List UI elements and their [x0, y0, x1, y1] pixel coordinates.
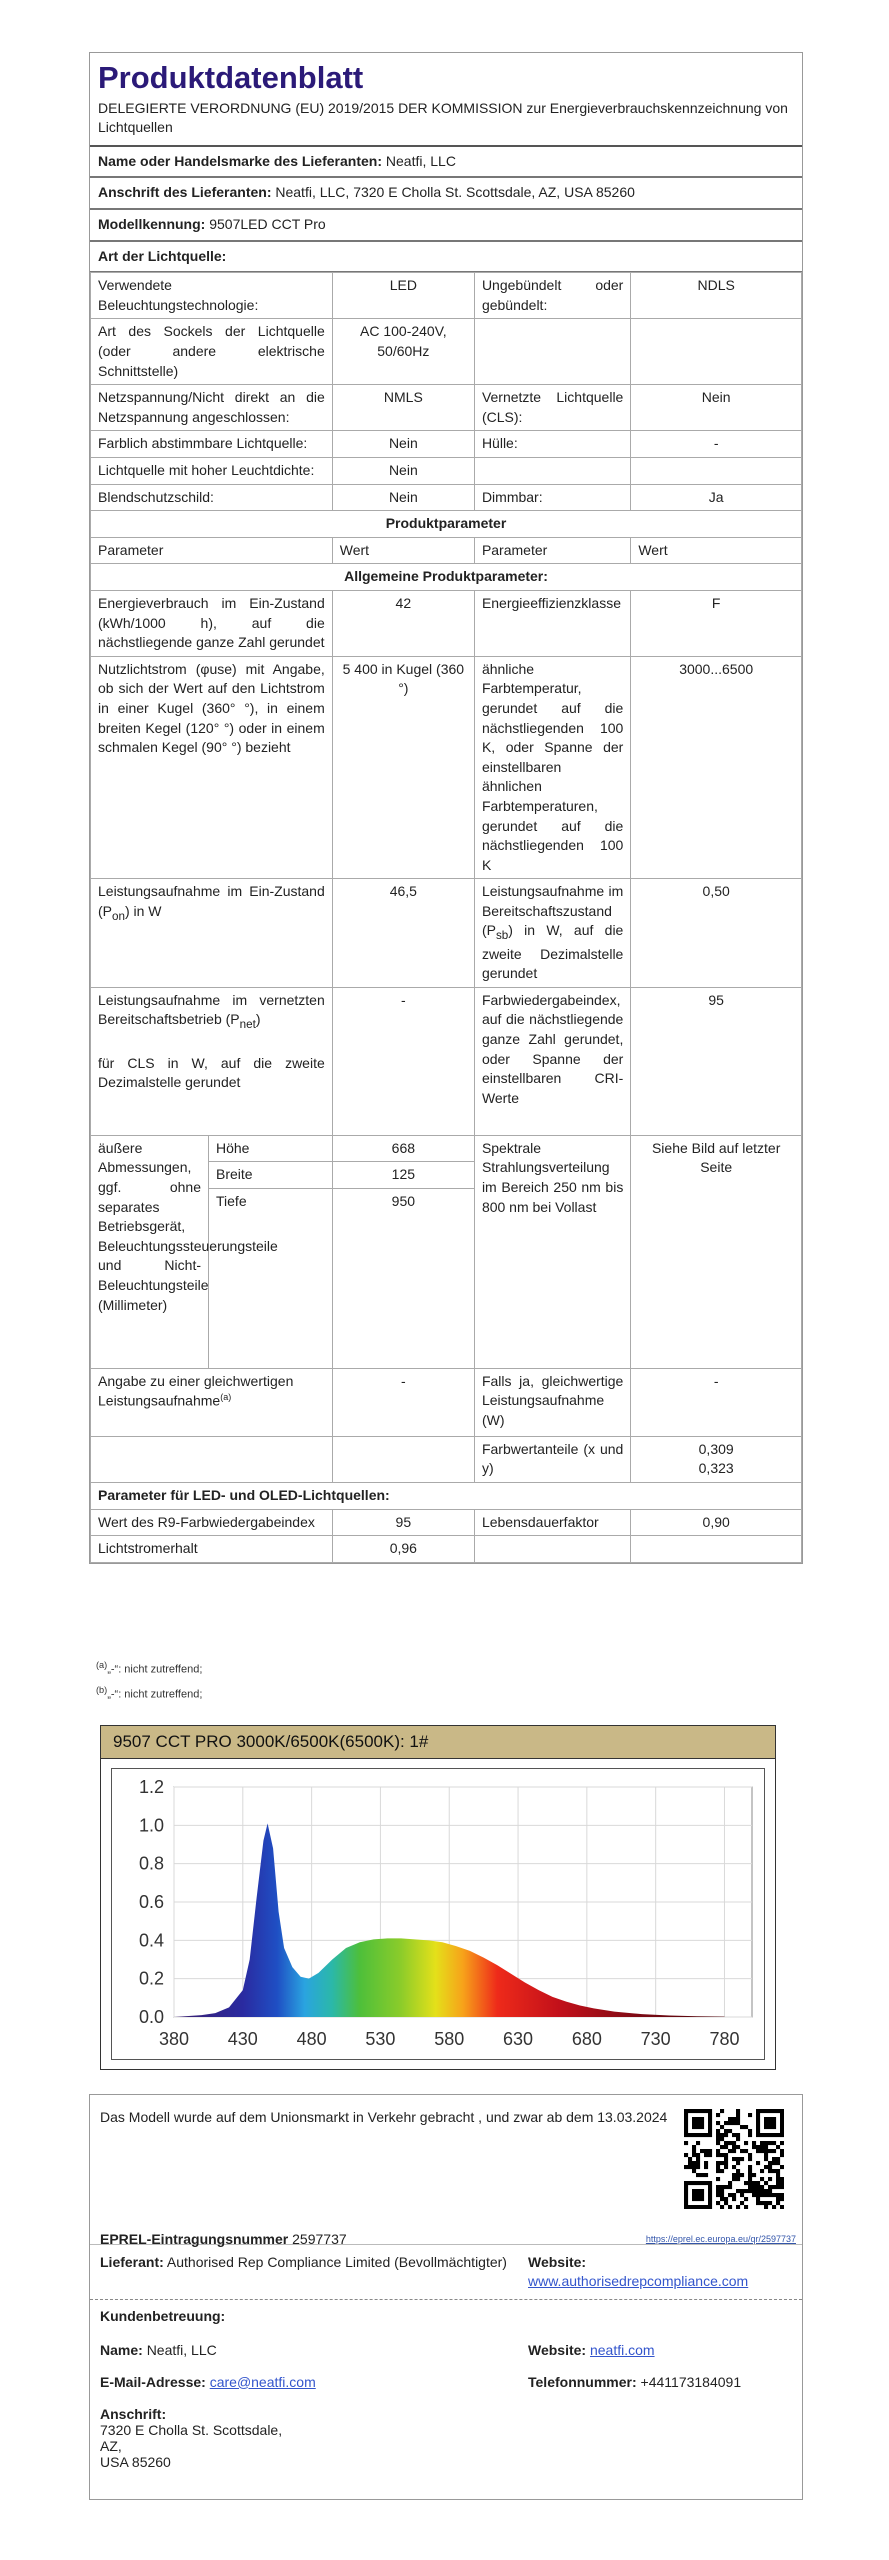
x-tick-label: 630	[503, 2029, 534, 2049]
table-row	[91, 590, 802, 656]
supplier-name-row	[90, 147, 802, 178]
customer-service-right	[528, 2342, 792, 2470]
table-cell	[91, 1436, 333, 1482]
table-row	[91, 273, 802, 319]
light-source-type-label: Art der Lichtquelle:	[98, 247, 227, 264]
table-cell: Nein	[631, 385, 802, 431]
service-email	[100, 2374, 528, 2390]
column-header: Wert	[332, 537, 474, 564]
psb-subscript: sb	[495, 929, 509, 943]
table-cell: Blendschutzschild:	[91, 484, 333, 511]
table-cell: Nutzlichtstrom (φuse) mit Angabe, ob sich der Wert auf den Lichtstrom in einer Kugel (360° °), in einem breiten Kegel (120° °) oder in einem schmalen Kegel (90° °) bezieht	[91, 656, 333, 879]
service-website-label: Website:	[528, 2341, 587, 2358]
column-header: Parameter	[91, 537, 333, 564]
website-cell	[528, 2253, 792, 2291]
website-label: Website:	[528, 2254, 587, 2270]
column-header: Parameter	[474, 537, 630, 564]
table-cell: Lichtquelle mit hoher Leuchtdichte:	[91, 458, 333, 485]
supplier-cell	[100, 2253, 528, 2291]
dimension-name: Höhe	[209, 1136, 332, 1163]
pnet-label-suffix: )	[255, 1011, 261, 1028]
supplier-name-value: Neatfi, LLC	[385, 152, 456, 169]
table-cell	[332, 1135, 474, 1368]
x-tick-label: 480	[296, 2029, 327, 2049]
column-header: Wert	[631, 537, 802, 564]
service-email-label: E-Mail-Adresse:	[100, 2373, 206, 2390]
table-cell: Nein	[332, 431, 474, 458]
table-cell: Hülle:	[474, 431, 630, 458]
y-tick-label: 1.2	[138, 1777, 164, 1797]
eprel-section	[89, 2094, 803, 2500]
footnote-text: „-“: nicht zutreffend;	[107, 1688, 203, 1701]
table-cell: 0,96	[332, 1536, 474, 1563]
light-source-type-row	[90, 241, 802, 273]
table-cell	[91, 1135, 333, 1368]
table-cell: Art des Sockels der Lichtquelle (oder andere elektrische Schnittstelle)	[91, 319, 333, 385]
section-title: Parameter für LED- und OLED-Lichtquellen:	[91, 1482, 802, 1509]
market-date-text: Das Modell wurde auf dem Unionsmarkt in Verkehr gebracht , und zwar ab dem 13.03.2024	[100, 2109, 668, 2125]
y-tick-label: 0.2	[138, 1968, 164, 1989]
supplier-address-value: Neatfi, LLC, 7320 E Cholla St. Scottsdale, AZ, USA 85260	[275, 184, 635, 201]
supplier-row	[90, 2245, 802, 2300]
table-row	[91, 656, 802, 879]
x-tick-label: 430	[227, 2029, 258, 2049]
service-name-label: Name:	[100, 2341, 143, 2358]
table-cell: Siehe Bild auf letzter Seite	[631, 1135, 802, 1368]
eprel-registration	[100, 2231, 347, 2247]
email-link[interactable]: care@neatfi.com	[209, 2373, 316, 2390]
supplier-address-row	[90, 177, 802, 209]
section-title: Allgemeine Produktparameter:	[91, 564, 802, 591]
table-cell: F	[631, 590, 802, 656]
table-row	[91, 879, 802, 988]
table-cell: ähnliche Farbtemperatur, gerundet auf die nächstliegenden 100 K, oder Spanne der einstellbaren ähnlichen Farbtemperaturen, gerundet auf die nächstliegenden 100 K	[474, 656, 630, 879]
section-title: Produktparameter	[91, 511, 802, 538]
address-line: USA 85260	[100, 2453, 171, 2470]
chart-frame	[111, 1768, 765, 2060]
table-cell: Farbwiedergabeindex, auf die nächstliegende ganze Zahl gerundet, oder Spanne der einstellbaren CRI-Werte	[474, 987, 630, 1135]
dimension-name: Breite	[209, 1162, 332, 1189]
table-cell: -	[332, 1368, 474, 1436]
table-cell: Nein	[332, 484, 474, 511]
x-tick-label: 780	[709, 2029, 740, 2049]
section-row	[91, 1482, 802, 1509]
table-cell: Nein	[332, 458, 474, 485]
dimension-value: 668	[333, 1136, 474, 1163]
dimension-names	[209, 1136, 332, 1368]
eprel-url-link[interactable]: https://eprel.ec.europa.eu/qr/2597737	[645, 2234, 796, 2244]
eprel-reg-value: 2597737	[292, 2231, 347, 2247]
table-cell: Lichtstromerhalt	[91, 1536, 333, 1563]
psb-label: Leistungsaufnahme im Bereitschaftszustand (P	[481, 883, 624, 939]
customer-service-grid	[100, 2342, 792, 2470]
table-cell: Lebensdauerfaktor	[474, 1509, 630, 1536]
table-row	[91, 1135, 802, 1368]
table-row	[91, 385, 802, 431]
table-cell: -	[631, 431, 802, 458]
table-cell	[474, 1536, 630, 1563]
table-cell: AC 100-240V, 50/60Hz	[332, 319, 474, 385]
table-cell: 5 400 in Kugel (360 °)	[332, 656, 474, 879]
x-tick-label: 680	[571, 2029, 602, 2049]
y-tick-label: 0.6	[138, 1892, 164, 1912]
table-cell	[631, 458, 802, 485]
pon-label: Leistungsaufnahme im Ein-Zustand (P	[98, 883, 325, 919]
table-row	[91, 1368, 802, 1436]
pnet-label-note: für CLS in W, auf die zweite Dezimalstelle gerundet	[98, 1054, 325, 1091]
table-cell: Spektrale Strahlungsverteilung im Bereich 250 nm bis 800 nm bei Vollast	[474, 1135, 630, 1368]
pon-suffix: ) in W	[124, 902, 162, 919]
table-cell: Energieeffizienzklasse	[474, 590, 630, 656]
table-cell: 0,50	[631, 879, 802, 988]
service-name-value: Neatfi, LLC	[146, 2341, 217, 2358]
customer-service-title: Kundenbetreuung:	[100, 2307, 226, 2324]
footnote-text: „-“: nicht zutreffend;	[107, 1663, 203, 1676]
footnote-marker: (b)	[96, 1685, 108, 1695]
x-tick-label: 580	[434, 2029, 465, 2049]
parameter-table	[90, 272, 802, 1563]
table-cell: Energieverbrauch im Ein-Zustand (kWh/1000 h), auf die nächstliegende ganze Zahl gerundet	[91, 590, 333, 656]
table-cell	[631, 319, 802, 385]
model-label: Modellkennung:	[98, 216, 206, 233]
address-line: AZ,	[100, 2437, 122, 2454]
eprel-reg-label: EPREL-Eintragungsnummer	[100, 2231, 289, 2247]
table-cell: Farblich abstimmbare Lichtquelle:	[91, 431, 333, 458]
y-tick-label: 1.0	[138, 1815, 164, 1836]
y-tick-label: 0.0	[138, 2007, 164, 2027]
table-cell: 42	[332, 590, 474, 656]
website-link[interactable]: www.authorisedrepcompliance.com	[528, 2272, 749, 2289]
table-cell	[91, 987, 333, 1135]
table-cell: Wert des R9-Farbwiedergabeindex	[91, 1509, 333, 1536]
dimension-name: Tiefe	[216, 1192, 247, 1209]
table-cell: Falls ja, gleichwertige Leistungsaufnahme (W)	[474, 1368, 630, 1436]
table-cell: NMLS	[332, 385, 474, 431]
psb-label-suffix: ) in W, auf die zweite Dezimalstelle gerundet	[481, 922, 624, 982]
spectral-distribution-chart	[100, 1725, 776, 2070]
model-row	[90, 209, 802, 241]
footnote-marker: (a)	[220, 1392, 232, 1403]
x-tick-label: 730	[640, 2029, 671, 2049]
chart-svg	[112, 1769, 764, 2059]
table-row	[91, 431, 802, 458]
footnote-a	[96, 1660, 202, 1676]
product-datasheet	[89, 52, 803, 1564]
table-cell: Vernetzte Lichtquelle (CLS):	[474, 385, 630, 431]
service-phone	[528, 2374, 792, 2390]
table-row	[91, 1536, 802, 1563]
eprel-top-block	[90, 2095, 802, 2245]
service-name	[100, 2342, 528, 2358]
table-cell	[332, 1436, 474, 1482]
service-phone-value: +441173184091	[640, 2373, 742, 2390]
table-cell: Farbwertanteile (x und y)	[474, 1436, 630, 1482]
dimension-value: 125	[333, 1162, 474, 1189]
table-cell	[91, 1368, 333, 1436]
y-tick-label: 0.8	[138, 1853, 164, 1874]
table-row	[91, 987, 802, 1135]
table-row	[91, 319, 802, 385]
header-row	[91, 537, 802, 564]
table-cell: Verwendete Beleuchtungstechnologie:	[91, 273, 333, 319]
table-cell	[631, 1536, 802, 1563]
table-cell	[474, 458, 630, 485]
table-cell	[474, 319, 630, 385]
supplier-label: Lieferant:	[100, 2254, 164, 2270]
table-cell: 95	[332, 1509, 474, 1536]
x-tick-label: 530	[365, 2029, 396, 2049]
model-value: 9507LED CCT Pro	[209, 216, 326, 233]
table-cell: -	[631, 1368, 802, 1436]
table-cell: 46,5	[332, 879, 474, 988]
table-row	[91, 1509, 802, 1536]
supplier-name-label: Name oder Handelsmarke des Lieferanten:	[98, 152, 382, 169]
equiv-label: Angabe zu einer gleichwertigen Leistungsaufnahme	[98, 1372, 294, 1410]
service-website	[528, 2342, 792, 2358]
qr-code-icon[interactable]	[684, 2109, 784, 2209]
supplier-address-label: Anschrift des Lieferanten:	[98, 184, 272, 201]
table-cell: NDLS	[631, 273, 802, 319]
dimension-value: 950	[391, 1192, 416, 1209]
table-cell	[631, 1436, 802, 1482]
customer-service-block	[90, 2300, 802, 2478]
table-cell	[91, 879, 333, 988]
page-title: Produktdatenblatt	[98, 60, 364, 95]
regulation-subtitle: DELEGIERTE VERORDNUNG (EU) 2019/2015 DER KOMMISSION zur Energieverbrauchskennzeichnung von Lichtquellen	[90, 99, 802, 147]
service-phone-label: Telefonnummer:	[528, 2373, 637, 2390]
table-row	[91, 484, 802, 511]
chroma-x: 0,309	[698, 1440, 734, 1457]
section-row	[91, 511, 802, 538]
supplier-value: Authorised Rep Compliance Limited (Bevollmächtigter)	[166, 2254, 507, 2270]
table-cell: Ja	[631, 484, 802, 511]
customer-service-left	[100, 2342, 528, 2470]
table-cell: 3000...6500	[631, 656, 802, 879]
table-cell: LED	[332, 273, 474, 319]
dimensions-label: äußere Abmessungen, ggf. ohne separates Betriebsgerät, Beleuchtungssteuerungsteile und Nicht-Beleuchtungsteile (Millimeter)	[91, 1136, 209, 1368]
table-cell	[474, 879, 630, 988]
y-tick-label: 0.4	[138, 1930, 164, 1951]
table-row	[91, 1436, 802, 1482]
table-cell: 95	[631, 987, 802, 1135]
pnet-label: Leistungsaufnahme im vernetzten Bereitschaftsbetrieb (P	[98, 991, 325, 1028]
x-tick-label: 380	[158, 2029, 190, 2049]
table-cell: -	[332, 987, 474, 1135]
address-line: 7320 E Cholla St. Scottsdale,	[100, 2421, 283, 2438]
table-cell: Netzspannung/Nicht direkt an die Netzspannung angeschlossen:	[91, 385, 333, 431]
section-row	[91, 564, 802, 591]
table-row	[91, 458, 802, 485]
footnote-marker: (a)	[96, 1660, 108, 1670]
chart-title: 9507 CCT PRO 3000K/6500K(6500K): 1#	[101, 1726, 775, 1759]
service-website-link[interactable]: neatfi.com	[589, 2341, 655, 2358]
chroma-y: 0,323	[698, 1460, 734, 1477]
table-cell: Ungebündelt oder gebündelt:	[474, 273, 630, 319]
pon-subscript: on	[112, 909, 125, 923]
service-address-label: Anschrift:	[100, 2405, 167, 2422]
table-cell: 0,90	[631, 1509, 802, 1536]
table-cell: Dimmbar:	[474, 484, 630, 511]
footnote-b	[96, 1685, 202, 1701]
pnet-subscript: net	[239, 1018, 256, 1032]
